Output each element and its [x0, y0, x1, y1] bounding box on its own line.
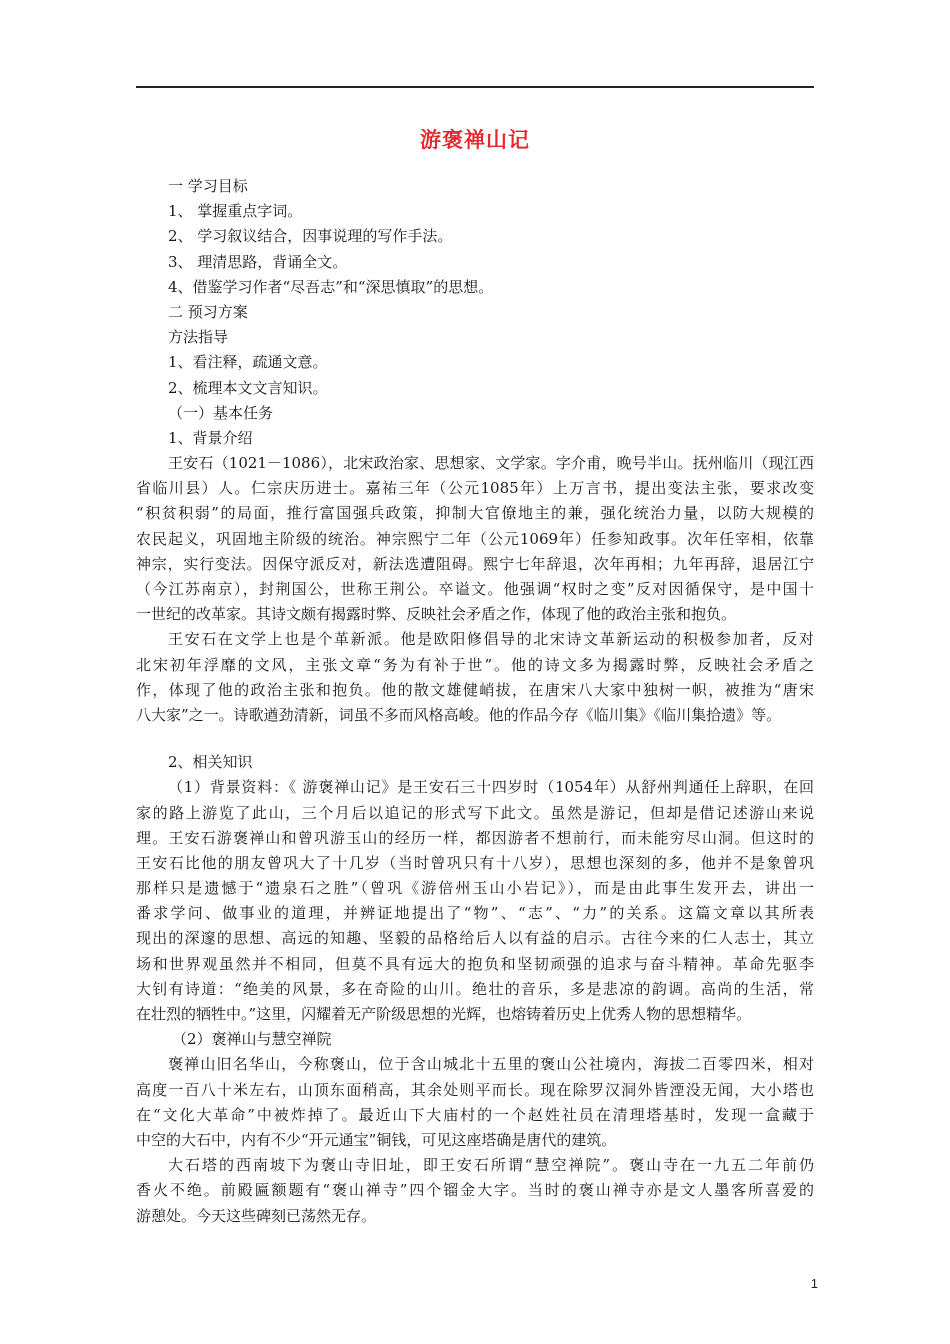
text-line: 2、梳理本文文言知识。 — [168, 378, 328, 397]
header-rule — [136, 86, 814, 88]
text-line: （1）背景资料：《 游褒禅山记》是王安石三十四岁时（1054年）从舒州判通任上辞职，在回 — [168, 778, 814, 797]
page-number: 1 — [810, 1276, 818, 1291]
text-line: 1、 掌握重点字词。 — [168, 202, 303, 221]
text-line: 2、 学习叙议结合，因事说理的写作手法。 — [168, 227, 453, 246]
text-line: 王安石（1021－1086），北宋政治家、思想家、文学家。字介甫，晚号半山。抚州临川（现江西 — [168, 454, 814, 473]
text-line: 3、 理清思路，背诵全文。 — [168, 252, 348, 271]
text-line: 那样只是遗憾于“遗泉石之胜”（曾巩《游倍州玉山小岩记》），而是由此事生发开去，讲出一 — [136, 879, 814, 898]
text-line: 八大家”之一。诗歌遒劲清新，词虽不多而风格高峻。他的作品今存《临川集》《临川集拾遗》等。 — [136, 705, 782, 724]
text-line: 家的路上游览了此山，三个月后以追记的形式写下此文。虽然是游记，但却是借记述游山来说 — [136, 803, 814, 822]
text-line: 省临川县）人。仁宗庆历进士。嘉祐三年（公元1085年）上万言书，提出变法主张，要求改变 — [136, 479, 814, 498]
text-line: 农民起义，巩固地主阶级的统治。神宗熙宁二年（公元1069年）任参知政事。次年任宰相，依靠 — [136, 529, 814, 548]
text-line: 在壮烈的牺牲中。”这里，闪耀着无产阶级思想的光辉，也熔铸着历史上优秀人物的思想精华。 — [136, 1005, 752, 1023]
text-line: 在“文化大革命”中被炸掉了。最近山下大庙村的一个赵姓社员在清理塔基时，发现一盒藏于 — [136, 1105, 814, 1124]
text-line: 番求学问、做事业的道理，并辨证地提出了“物”、“志”、“力”的关系。这篇文章以其所表 — [136, 904, 814, 923]
text-line: 现出的深邃的思想、高远的知趣、坚毅的品格给后人以有益的启示。古往今来的仁人志士，其立 — [136, 929, 814, 948]
text-line: 1、背景介绍 — [168, 428, 253, 447]
document-title: 游褒禅山记 — [420, 128, 530, 152]
text-line: （一）基本任务 — [168, 403, 274, 422]
text-line: 二 预习方案 — [168, 302, 248, 321]
text-line: 场和世界观虽然并不相同，但莫不具有远大的抱负和坚韧顽强的追求与奋斗精神。革命先驱李 — [136, 954, 814, 973]
paragraph-gap — [136, 728, 814, 750]
text-line: 理。王安石游褒禅山和曾巩游玉山的经历一样，都因游者不想前行，而未能穷尽山洞。但这时的 — [136, 828, 814, 847]
text-line: 大石塔的西南坡下为褒山寺旧址，即王安石所谓“慧空禅院”。褒山寺在一九五二年前仍 — [168, 1156, 814, 1175]
text-line: 王安石比他的朋友曾巩大了十几岁（当时曾巩只有十八岁），思想也深刻的多，他并不是象曾巩 — [136, 853, 814, 872]
document-body — [136, 174, 814, 1229]
text-line: 褒禅山旧名华山，今称褒山，位于含山城北十五里的褒山公社境内，海拔二百零四米，相对 — [168, 1055, 814, 1074]
text-line: 方法指导 — [168, 328, 229, 347]
text-line: 2、相关知识 — [168, 753, 253, 772]
text-line: 北宋初年浮靡的文风，主张文章“务为有补于世”。他的诗文多为揭露时弊，反映社会矛盾之 — [136, 655, 814, 674]
text-line: 中空的大石中，内有不少“开元通宝”铜钱，可见这座塔确是唐代的建筑。 — [136, 1130, 617, 1149]
text-line: 4、借鉴学习作者“尽吾志”和“深思慎取”的思想。 — [168, 277, 494, 296]
text-line: （今江苏南京），封荆国公，世称王荆公。卒谥文。他强调“权时之变”反对因循保守，是中国十 — [136, 580, 814, 598]
text-line: 一 学习目标 — [168, 177, 248, 195]
text-line: 香火不绝。前殿匾额题有“褒山禅寺”四个镏金大字。当时的褒山禅寺亦是文人墨客所喜爱的 — [136, 1181, 814, 1200]
text-line: 大钊有诗道：“绝美的风景，多在奇险的山川。绝壮的音乐，多是悲凉的韵调。高尚的生活，常 — [136, 979, 814, 998]
text-line: 作，体现了他的政治主张和抱负。他的散文雄健峭拔，在唐宋八大家中独树一帜，被推为“唐宋 — [136, 680, 814, 699]
text-line: 王安石在文学上也是个革新派。他是欧阳修倡导的北宋诗文革新运动的积极参加者，反对 — [168, 630, 814, 649]
text-line: “积贫积弱”的局面，推行富国强兵政策，抑制大官僚地主的兼，强化统治力量，以防大规模的 — [136, 504, 814, 523]
text-line: 游憩处。今天这些碑刻已荡然无存。 — [136, 1206, 377, 1225]
text-line: 1、看注释，疏通文意。 — [168, 353, 328, 372]
text-line: 神宗，实行变法。因保守派反对，新法选遭阻碍。熙宁七年辞退，次年再相；九年再辞，退居江宁 — [136, 554, 814, 573]
text-line: 一世纪的改革家。其诗文颇有揭露时弊、反映社会矛盾之作，体现了他的政治主张和抱负。 — [136, 605, 737, 624]
text-line: （2）褒禅山与慧空禅院 — [172, 1030, 332, 1049]
text-line: 高度一百八十米左右，山顶东面稍高，其余处则平而长。现在除罗汉洞外皆湮没无闻，大小塔也 — [136, 1080, 814, 1099]
